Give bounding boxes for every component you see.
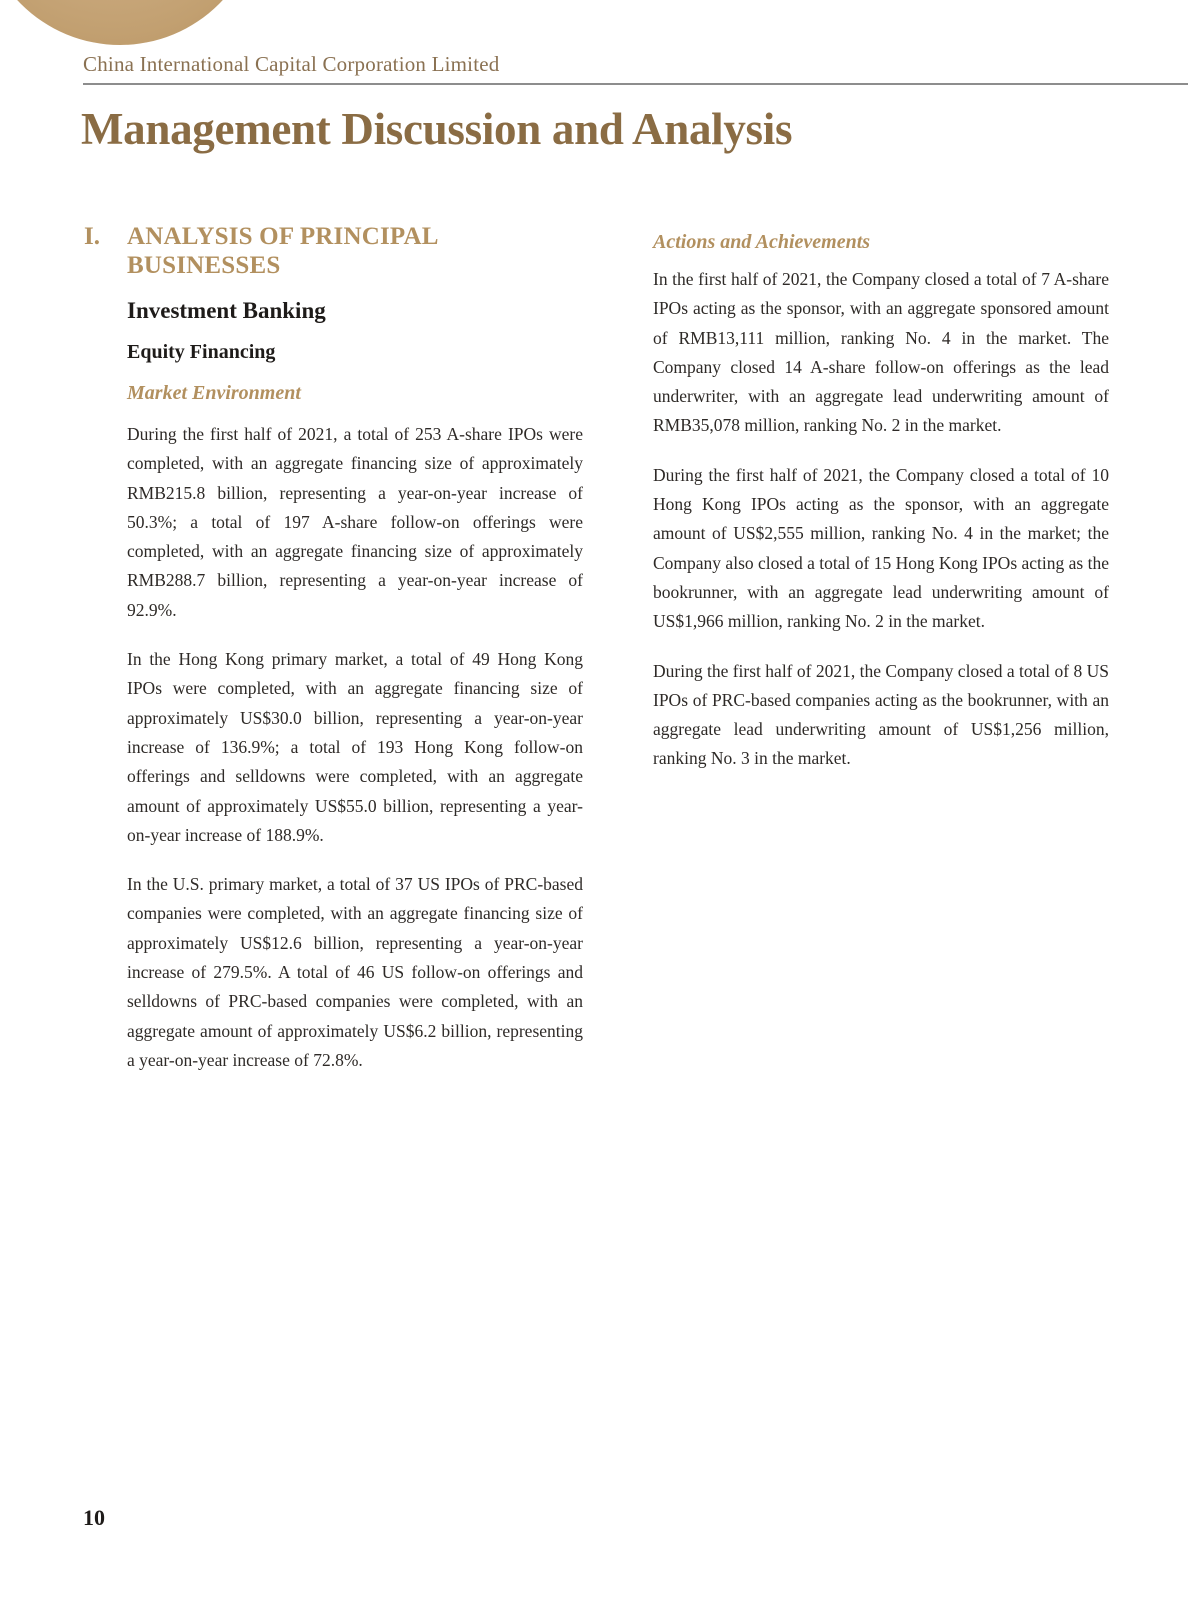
paragraph-hong-kong-achievements: During the first half of 2021, the Company closed a total of 10 Hong Kong IPOs acting as the sponsor, with an aggregate amount of US$2,555 million, ranking No. 4 in the market; the Company also closed a total of 15 Hong Kong IPOs acting as the bookrunner, with an aggregate lead underwriting amount of US$1,966 million, ranking No. 2 in the market. — [653, 464, 1109, 632]
subsection-title-equity-financing: Equity Financing — [127, 341, 276, 363]
paragraph-us-achievements: During the first half of 2021, the Company closed a total of 8 US IPOs of PRC-based companies acting as the bookrunner, with an aggregate lead underwriting amount of US$1,256 million, ranking No. 3 in the market. — [653, 660, 1109, 769]
decorative-circle — [0, 0, 260, 45]
section-number: I. — [84, 223, 100, 250]
company-name: China International Capital Corporation Limited — [83, 52, 500, 76]
heading-actions-and-achievements: Actions and Achievements — [653, 231, 871, 253]
paragraph-a-share-market: During the first half of 2021, a total of 253 A-share IPOs were completed, with an aggregate financing size of approximately RMB215.8 billion, representing a year-on-year increase of 50.3%; a total of 197 A-share follow-on offerings were completed, with an aggregate financing size of approximately RMB288.7 billion, representing a year-on-year increase of 92.9%. — [127, 424, 583, 620]
paragraph-a-share-achievements: In the first half of 2021, the Company closed a total of 7 A-share IPOs acting as the sponsor, with an aggregate sponsored amount of RMB13,111 million, ranking No. 4 in the market. The Company closed 14 A-share follow-on offerings as the lead underwriter, with an aggregate lead underwriting amount of RMB35,078 million, ranking No. 2 in the market. — [653, 269, 1109, 436]
header-rule — [83, 83, 1188, 85]
paragraph-hong-kong-market: In the Hong Kong primary market, a total of 49 Hong Kong IPOs were completed, with an aggregate financing size of approximately US$30.0 billion, representing a year-on-year increase of 136.9%; a total of 193 Hong Kong follow-on offerings and selldowns were completed, with an aggregate amount of approximately US$55.0 billion, representing a year-on-year increase of 188.9%. — [127, 649, 583, 845]
left-column — [127, 222, 583, 1075]
paragraph-us-market: In the U.S. primary market, a total of 37 US IPOs of PRC-based companies were completed, with an aggregate financing size of approximately US$12.6 billion, representing a year-on-year increase of 279.5%. A total of 46 US follow-on offerings and selldowns of PRC-based companies were completed, with an aggregate amount of approximately US$6.2 billion, representing a year-on-year increase of 72.8%. — [127, 874, 583, 1070]
page-title: Management Discussion and Analysis — [81, 104, 793, 154]
subsection-title-investment-banking: Investment Banking — [127, 298, 326, 323]
page-number: 10 — [83, 1505, 105, 1530]
section-title: ANALYSIS OF PRINCIPAL BUSINESSES — [127, 223, 438, 279]
right-column — [653, 222, 1109, 774]
heading-market-environment: Market Environment — [127, 382, 301, 404]
